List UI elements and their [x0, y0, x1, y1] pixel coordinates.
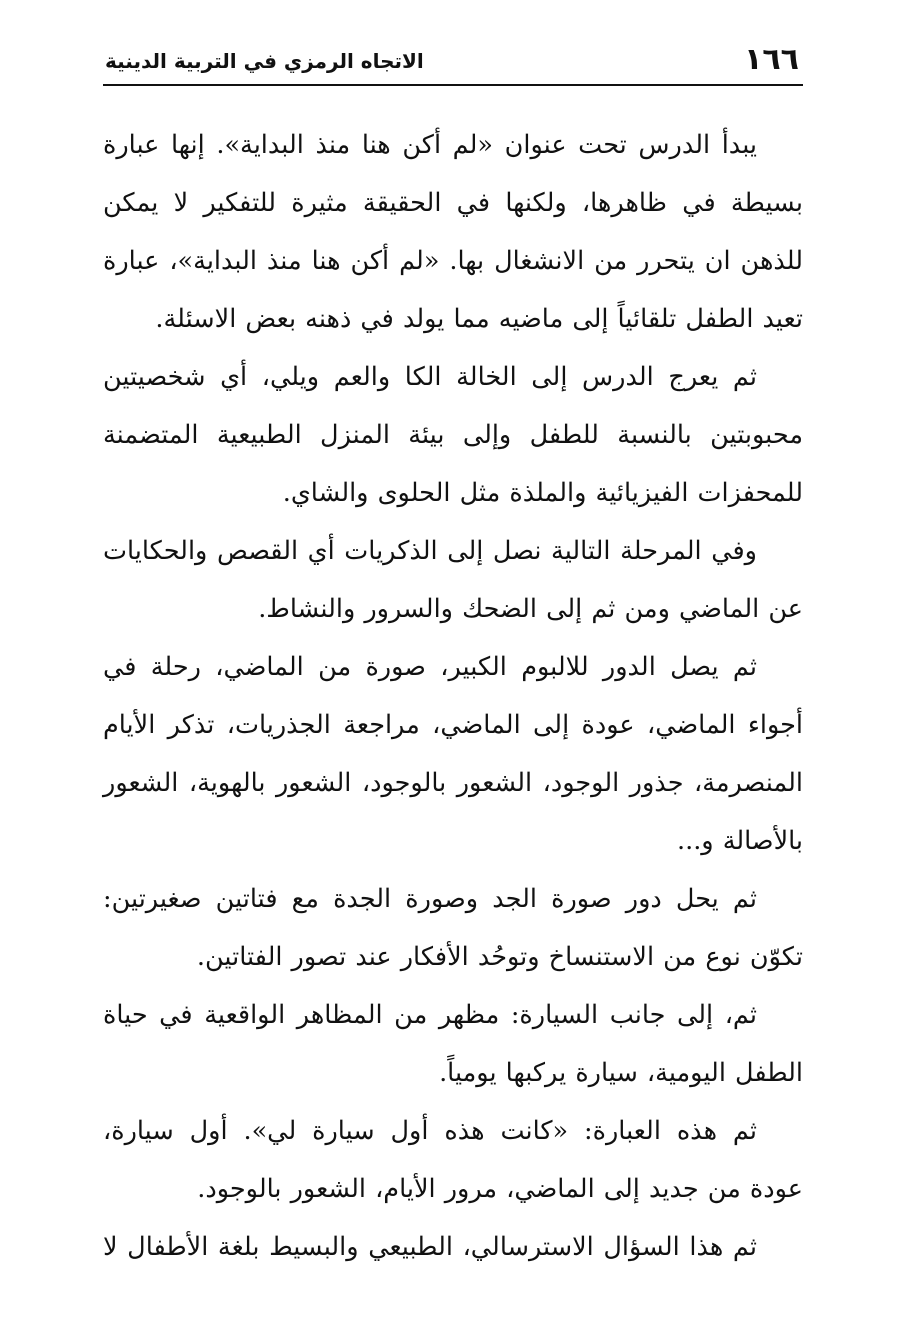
paragraph: ثم يحل دور صورة الجد وصورة الجدة مع فتاتين صغيرتين: تكوّن نوع من الاستنساخ وتوحُد الأفكار عند تصور الفتاتين. — [103, 884, 803, 972]
paragraph: ثم، إلى جانب السيارة: مظهر من المظاهر الواقعية في حياة الطفل اليومية، سيارة يركبها يومياً. — [103, 1000, 803, 1088]
paragraph: ثم يصل الدور للالبوم الكبير، صورة من الماضي، رحلة في أجواء الماضي، عودة إلى الماضي، مراجعة الجذريات، تذكر الأيام المنصرمة، جذور الوجود، الشعور بالوجود، الشعور بالهوية، الشعور بالأصالة و... — [103, 652, 803, 856]
paragraph: يبدأ الدرس تحت عنوان «لم أكن هنا منذ البداية». إنها عبارة بسيطة في ظاهرها، ولكنها في الحقيقة مثيرة للتفكير لا يمكن للذهن ان يتحرر من الانشغال بها. «لم أكن هنا منذ البداية»، عبارة تعيد الطفل تلقائياً إلى ماضيه مما يولد في ذهنه بعض الاسئلة. — [103, 130, 803, 334]
book-page — [103, 38, 803, 1288]
paragraph: ثم يعرج الدرس إلى الخالة الكا والعم ويلي، أي شخصيتين محبوبتين بالنسبة للطفل وإلى بيئة المنزل الطبيعية المتضمنة للمحفزات الفيزيائية والملذة مثل الحلوى والشاي. — [103, 362, 803, 508]
paragraph-continued: ثم هذا السؤال الاسترسالي، الطبيعي والبسيط بلغة الأطفال لا — [103, 1232, 757, 1262]
page-number: ١٦٦ — [744, 42, 799, 77]
body-text — [103, 116, 803, 1276]
running-title: الاتجاه الرمزي في التربية الدينية — [105, 49, 424, 73]
paragraph: ثم هذه العبارة: «كانت هذه أول سيارة لي». أول سيارة، عودة من جديد إلى الماضي، مرور الأيام، الشعور بالوجود. — [103, 1116, 803, 1204]
paragraph: وفي المرحلة التالية نصل إلى الذكريات أي القصص والحكايات عن الماضي ومن ثم إلى الضحك والسرور والنشاط. — [103, 536, 803, 624]
running-header — [103, 38, 803, 86]
